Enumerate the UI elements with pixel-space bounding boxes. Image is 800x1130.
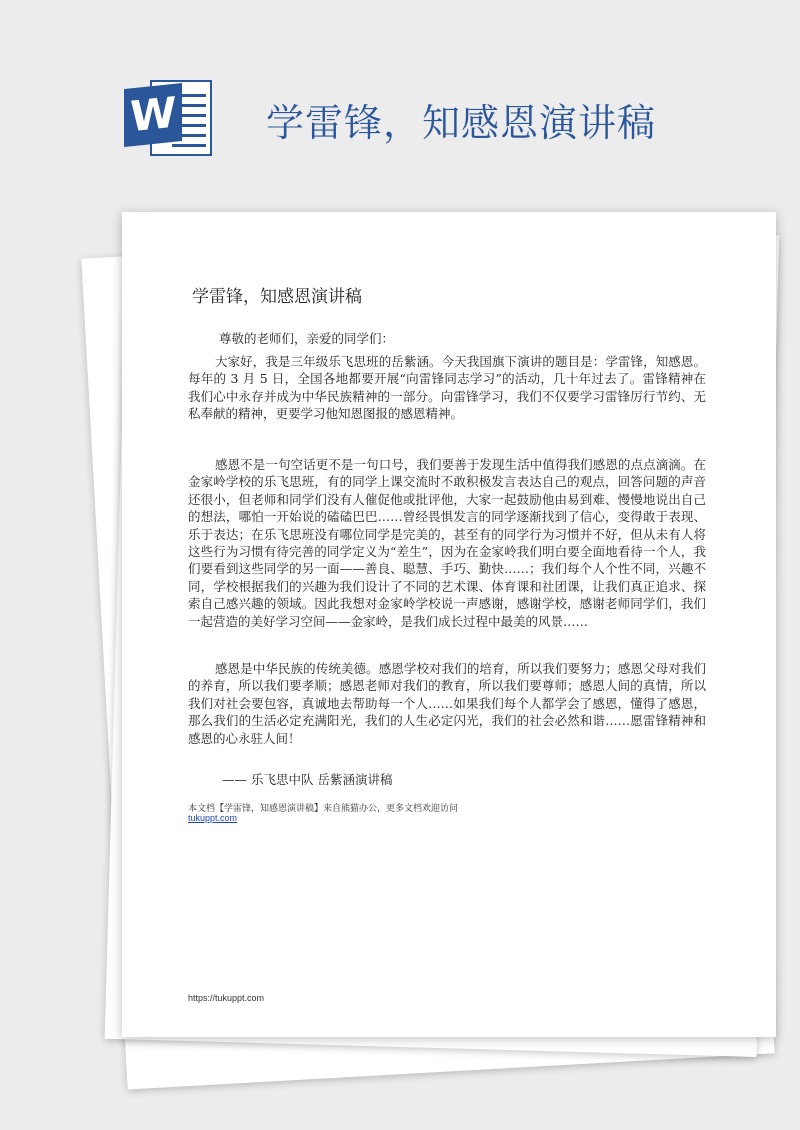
document-title: 学雷锋，知感恩演讲稿 xyxy=(192,287,362,307)
greeting: 尊敬的老师们，亲爱的同学们： xyxy=(219,331,395,346)
source-note: 本文档【学雷锋，知感恩演讲稿】来自熊猫办公，更多文档欢迎访问 xyxy=(188,804,459,814)
paragraph-1: 大家好，我是三年级乐飞思班的岳紫涵。今天我国旗下演讲的题目是：学雷锋，知感恩。每年的 3 月 5 日，全国各地都要开展“向雷锋同志学习”的活动，几十年过去了。雷锋精神在我们心中永存并成为中华民族精神的一部分。向雷锋学习，我们不仅要学习雷锋厉行节约、无私奉献的精神，更要学习他知恩图报的感恩精神。 xyxy=(188,354,706,422)
document-page xyxy=(122,212,776,1037)
paragraph-3: 感恩是中华民族的传统美德。感恩学校对我们的培育，所以我们要努力；感恩父母对我们的养育，所以我们要孝顺；感恩老师对我们的教育，所以我们要尊师；感恩人间的真情，所以我们对社会要包容，真诚地去帮助每一个人……如果我们每个人都学会了感恩，懂得了感恩，那么我们的生活必定充满阳光，我们的人生必定闪光，我们的社会必然和谐……愿雷锋精神和感恩的心永驻人间！ xyxy=(188,661,706,746)
word-letter-icon: W xyxy=(124,83,182,147)
banner-title: 学雷锋，知感恩演讲稿 xyxy=(266,101,657,145)
footer-url: https://tukuppt.com xyxy=(188,993,265,1003)
paragraph-2: 感恩不是一句空话更不是一句口号，我们要善于发现生活中值得我们感恩的点点滴滴。在金家岭学校的乐飞思班，有的同学上课交流时不敢积极发言表达自己的观点，回答问题的声音还很小，但老师和同学们没有人催促他或批评他，大家一起鼓励他由易到难、慢慢地说出自己的想法，哪怕一开始说的磕磕巴巴……曾经畏惧发言的同学逐渐找到了信心，变得敢于表现、乐于表达；在乐飞思班没有哪位同学是完美的，甚至有的同学行为习惯并不好，但从未有人将这些行为习惯有待完善的同学定义为“差生”，因为在金家岭我们明白要全面地看待一个人，我们要看到这些同学的另一面——善良、聪慧、手巧、勤快……；我们每个人个性不同，兴趣不同，学校根据我们的兴趣为我们设计了不同的艺术课、体育课和社团课，让我们真正追求、探索自己感兴趣的领域。因此我想对金家岭学校说一声感谢，感谢学校，感谢老师同学们，我们一起营造的美好学习空间——金家岭，是我们成长过程中最美的风景…… xyxy=(188,457,706,629)
source-link[interactable]: tukuppt.com xyxy=(188,813,238,823)
signature: —— 乐飞思中队 岳紫涵演讲稿 xyxy=(222,772,393,787)
word-app-icon xyxy=(124,74,216,158)
